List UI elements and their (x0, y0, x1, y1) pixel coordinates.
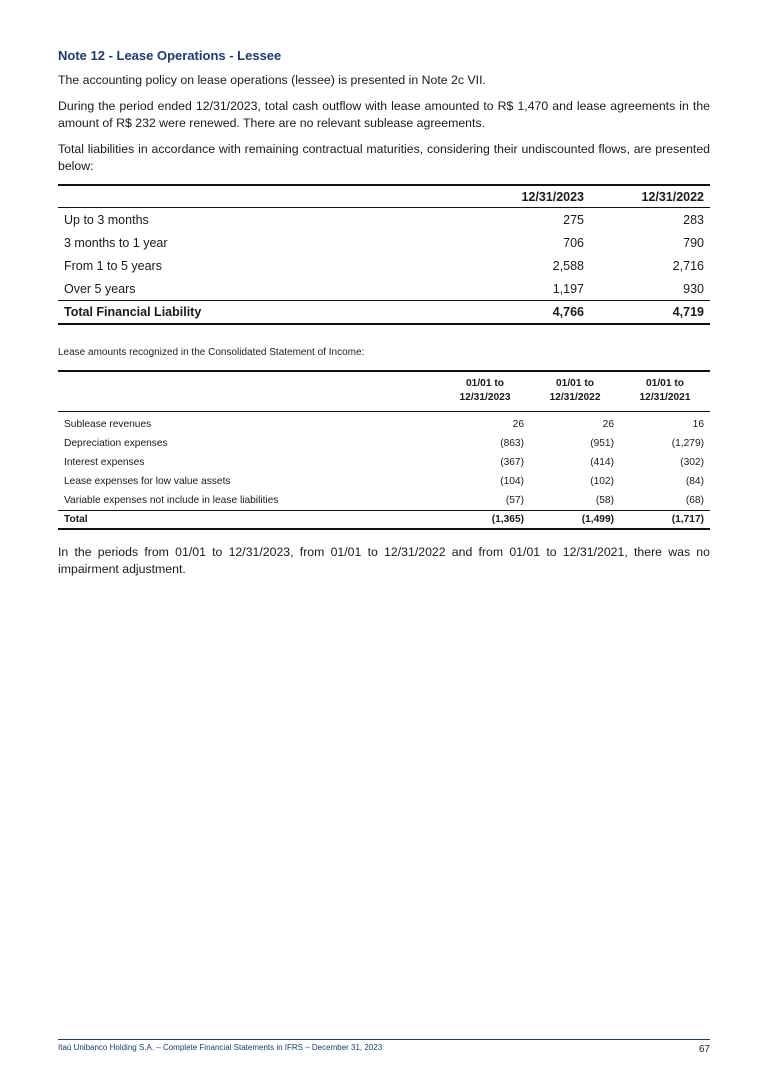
header-line2: 12/31/2022 (549, 392, 601, 403)
value-2021: (68) (685, 495, 704, 506)
maturities-table (58, 184, 710, 325)
total-2023: (1,365) (440, 511, 530, 530)
value-2022: 283 (683, 212, 704, 227)
row-label: From 1 to 5 years (64, 258, 162, 273)
income-header-row (58, 371, 710, 412)
value-2022: 26 (602, 419, 614, 430)
maturities-header-2022: 12/31/2022 (590, 185, 710, 208)
value-2021: 16 (692, 419, 704, 430)
value-2023: (57) (505, 495, 524, 506)
value-2023: 26 (512, 419, 524, 430)
table-row (58, 434, 710, 453)
note-title: Note 12 - Lease Operations - Lessee (58, 48, 282, 63)
table-row (58, 231, 710, 254)
income-table-caption: Lease amounts recognized in the Consolidated Statement of Income: (58, 347, 365, 358)
value-2022: (414) (590, 457, 614, 468)
value-2023: (104) (500, 476, 524, 487)
value-2023: 1,197 (552, 281, 584, 296)
value-2022: 2,716 (672, 258, 704, 273)
maturities-header-label (58, 185, 478, 208)
header-line1: 01/01 to (646, 378, 684, 389)
row-label: Variable expenses not include in lease liabilities (64, 495, 279, 506)
maturities-header-row (58, 185, 710, 208)
row-label: 3 months to 1 year (64, 235, 168, 250)
row-label: Over 5 years (64, 281, 136, 296)
value-2022: 930 (683, 281, 704, 296)
value-2022: 790 (683, 235, 704, 250)
value-2023: (367) (500, 457, 524, 468)
income-header-label (58, 371, 440, 412)
row-label: Interest expenses (64, 457, 145, 468)
total-2023: 4,766 (478, 301, 590, 325)
value-2021: (1,279) (671, 438, 704, 449)
total-label: Total Financial Liability (58, 301, 478, 325)
row-label: Depreciation expenses (64, 438, 168, 449)
value-2023: 275 (563, 212, 584, 227)
cash-outflow-paragraph: During the period ended 12/31/2023, total cash outflow with lease amounted to R$ 1,470 and lease agreements in the amount of R$ 232 were renewed. There are no relevant sublease agreements. (58, 99, 710, 130)
document-page (58, 48, 710, 587)
value-2022: (58) (595, 495, 614, 506)
value-2021: (84) (685, 476, 704, 487)
table-row (58, 472, 710, 491)
header-line2: 12/31/2023 (459, 392, 511, 403)
table-row (58, 491, 710, 511)
value-2023: 706 (563, 235, 584, 250)
header-line1: 01/01 to (466, 378, 504, 389)
table-row (58, 453, 710, 472)
table-row (58, 254, 710, 277)
value-2022: (951) (590, 438, 614, 449)
value-2022: (102) (590, 476, 614, 487)
impairment-paragraph: In the periods from 01/01 to 12/31/2023, from 01/01 to 12/31/2022 and from 01/01 to 12/31/2021, there was no impairment adjustment. (58, 545, 710, 576)
total-2022: 4,719 (590, 301, 710, 325)
income-header-2023 (440, 371, 530, 412)
total-label: Total (58, 511, 440, 530)
income-header-2021 (620, 371, 710, 412)
table-row (58, 412, 710, 435)
income-statement-table (58, 370, 710, 530)
header-line2: 12/31/2021 (639, 392, 691, 403)
page-footer (58, 1039, 710, 1055)
value-2023: (863) (500, 438, 524, 449)
maturities-intro-paragraph: Total liabilities in accordance with remaining contractual maturities, considering their undiscounted flows, are presented below: (58, 142, 710, 173)
total-row (58, 511, 710, 530)
maturities-header-2023: 12/31/2023 (478, 185, 590, 208)
total-row (58, 301, 710, 325)
header-line1: 01/01 to (556, 378, 594, 389)
table-row (58, 208, 710, 232)
row-label: Sublease revenues (64, 419, 152, 430)
row-label: Up to 3 months (64, 212, 149, 227)
page-number: 67 (698, 1044, 710, 1055)
footer-text: Itaú Unibanco Holding S.A. – Complete Financial Statements in IFRS – December 31, 2023 (58, 1043, 383, 1052)
total-2021: (1,717) (620, 511, 710, 530)
table-row (58, 277, 710, 301)
income-header-2022 (530, 371, 620, 412)
row-label: Lease expenses for low value assets (64, 476, 231, 487)
value-2023: 2,588 (552, 258, 584, 273)
total-2022: (1,499) (530, 511, 620, 530)
policy-paragraph: The accounting policy on lease operations (lessee) is presented in Note 2c VII. (58, 73, 486, 87)
value-2021: (302) (680, 457, 704, 468)
